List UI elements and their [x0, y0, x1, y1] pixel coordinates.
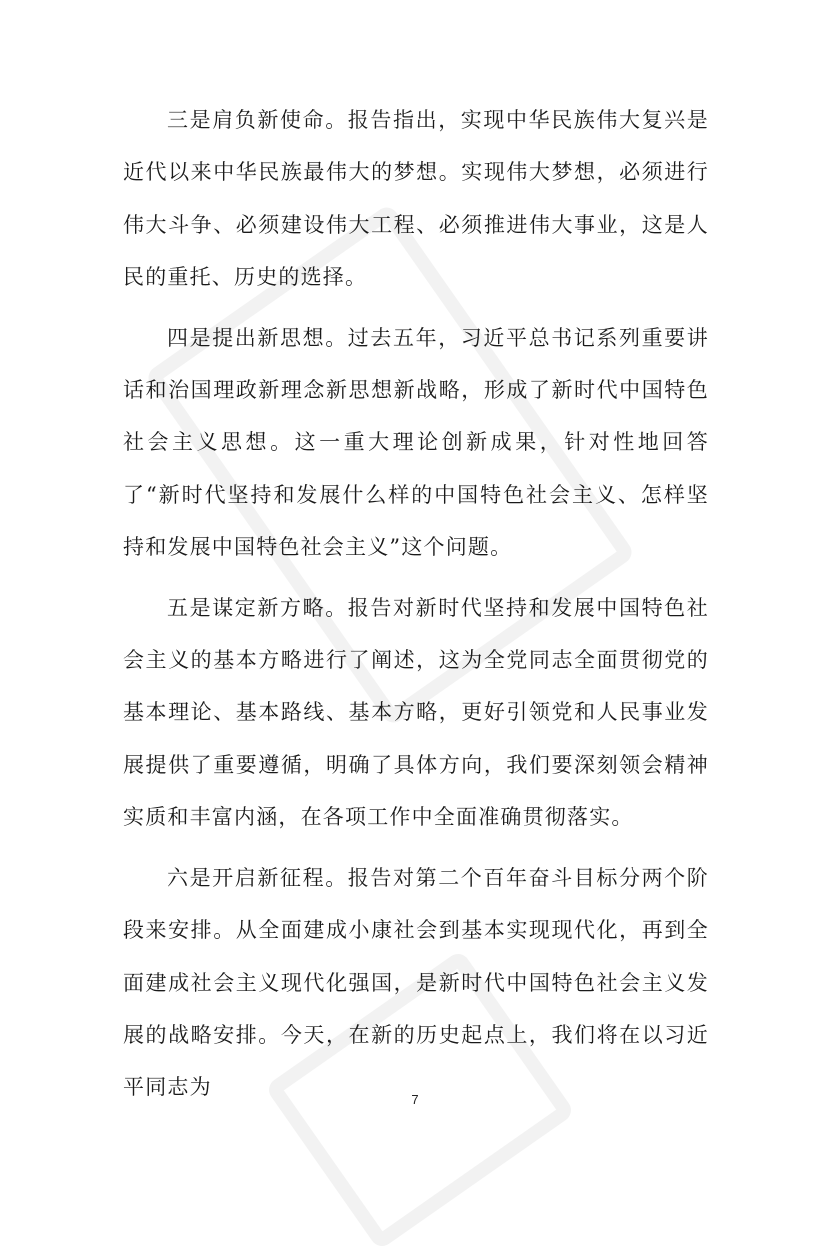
- paragraph-3: 五是谋定新方略。报告对新时代坚持和发展中国特色社会主义的基本方略进行了阐述，这为全党同志全面贯彻党的基本理论、基本路线、基本方略，更好引领党和人民事业发展提供了重要遵循，明确了具体方向，我们要深刻领会精神实质和丰富内涵，在各项工作中全面准确贯彻落实。: [123, 595, 709, 830]
- paragraph-2: 四是提出新思想。过去五年，习近平总书记系列重要讲话和治国理政新理念新思想新战略，形成了新时代中国特色社会主义思想。这一重大理论创新成果，针对性地回答了“新时代坚持和发展什么样的中国特色社会主义、怎样坚持和发展中国特色社会主义”这个问题。: [123, 325, 709, 560]
- document-body: [123, 94, 709, 1122]
- page-number: 7: [411, 1092, 419, 1107]
- paragraph-4: 六是开启新征程。报告对第二个百年奋斗目标分两个阶段来安排。从全面建成小康社会到基本实现现代化，再到全面建成社会主义现代化强国，是新时代中国特色社会主义发展的战略安排。今天，在新的历史起点上，我们将在以习近平同志为: [123, 865, 709, 1100]
- paragraph-1: 三是肩负新使命。报告指出，实现中华民族伟大复兴是近代以来中华民族最伟大的梦想。实现伟大梦想，必须进行伟大斗争、必须建设伟大工程、必须推进伟大事业，这是人民的重托、历史的选择。: [123, 108, 709, 290]
